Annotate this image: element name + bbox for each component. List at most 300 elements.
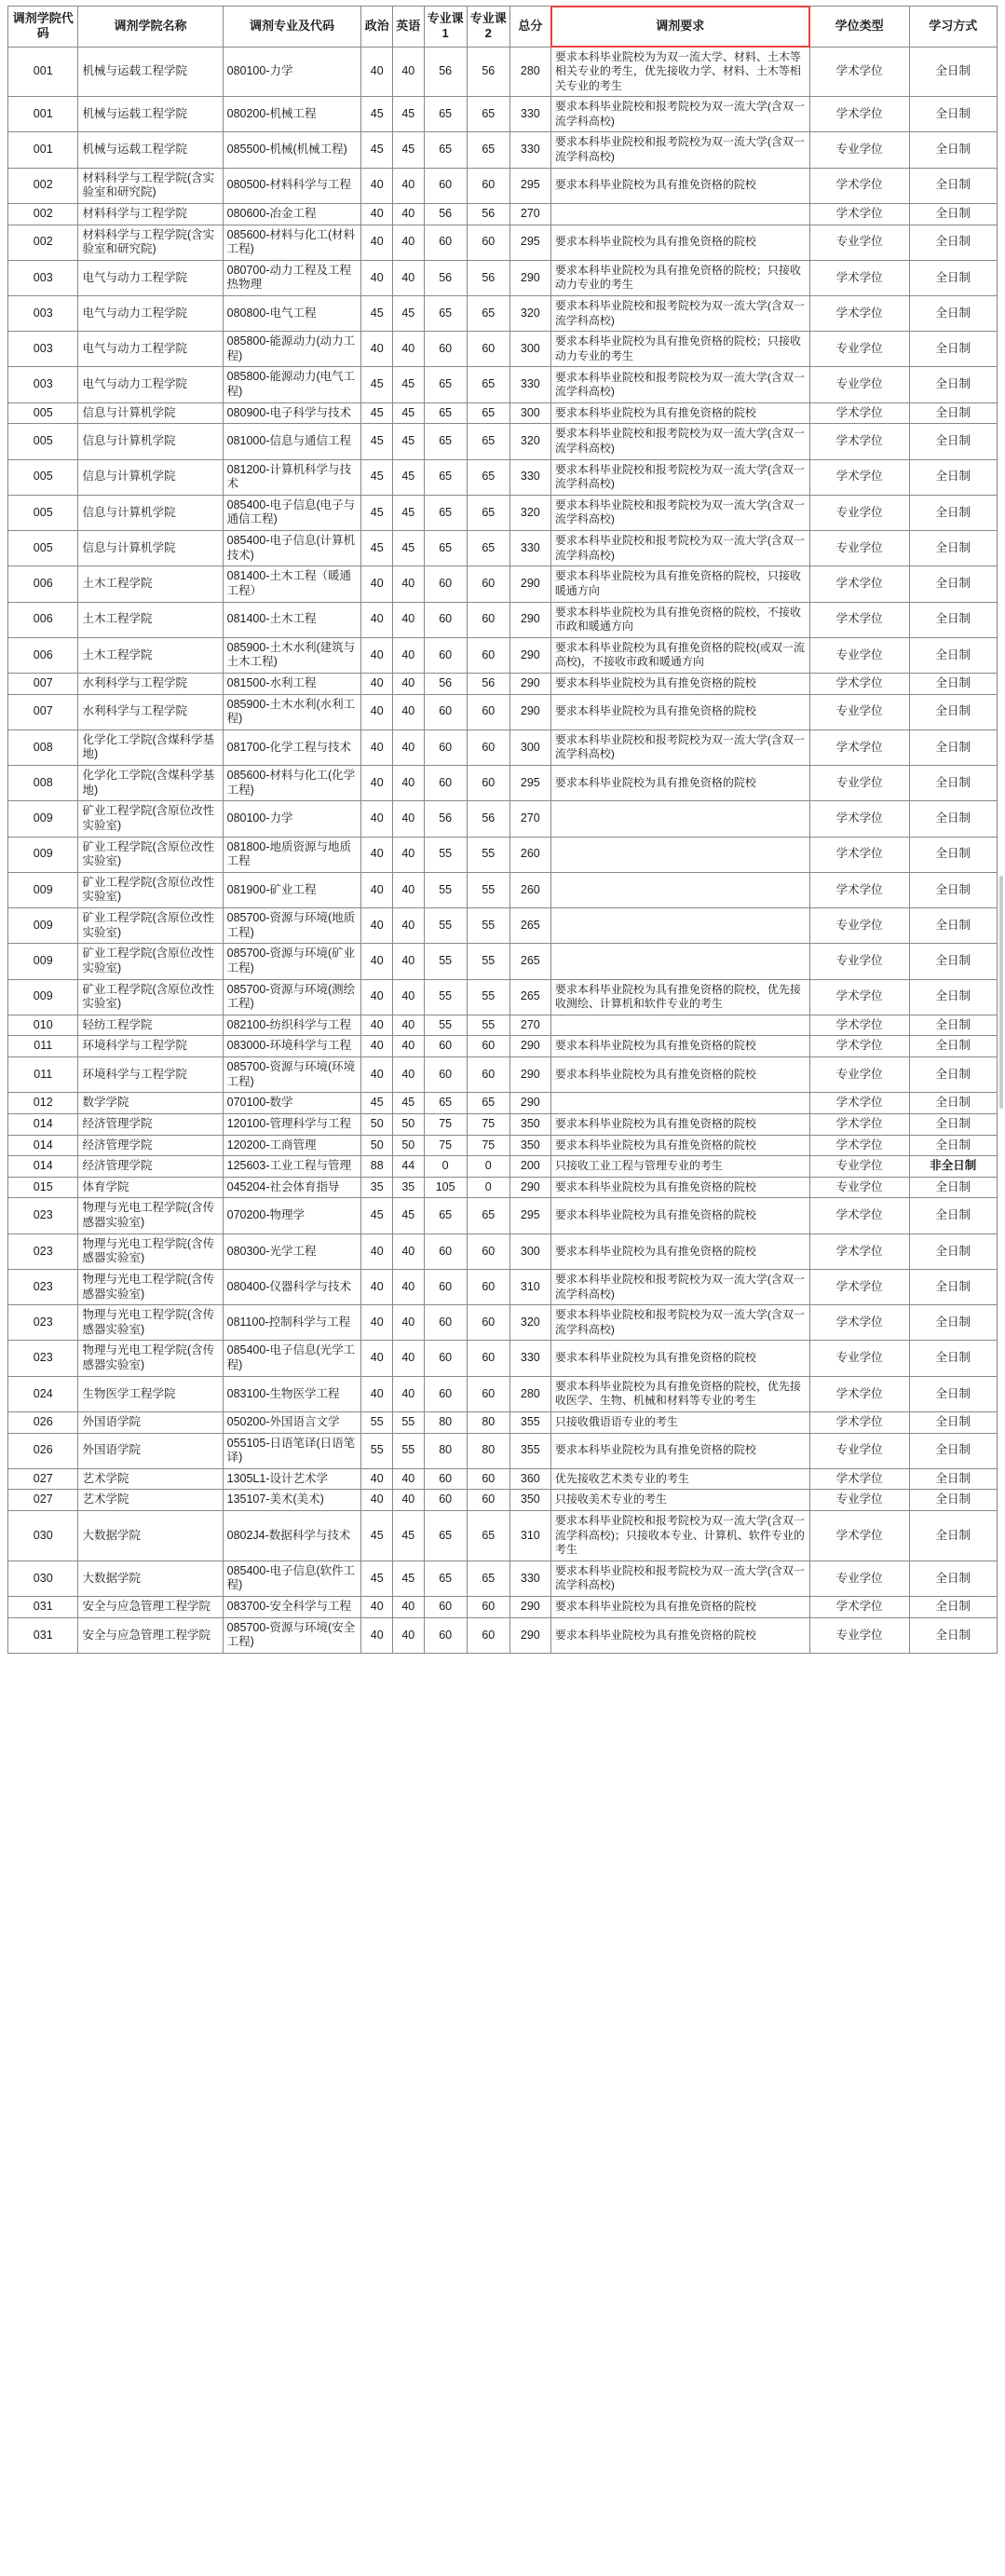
cell-major-code: 085500-机械(机械工程)	[223, 132, 361, 168]
cell-college-code: 010	[8, 1015, 78, 1036]
cell-college-name: 土木工程学院	[78, 637, 223, 673]
column-header-college-name: 调剂学院名称	[78, 7, 223, 48]
column-header-major-course-2: 专业课2	[467, 7, 509, 48]
cell-study-mode: 全日制	[909, 260, 997, 295]
cell-major-course-1: 60	[424, 1597, 467, 1618]
cell-degree-type: 学术学位	[809, 203, 909, 225]
table-row	[8, 944, 998, 979]
cell-degree-type: 学术学位	[809, 837, 909, 872]
cell-transfer-requirements	[550, 203, 809, 225]
cell-total-score: 200	[509, 1156, 550, 1178]
cell-total-score: 330	[509, 132, 550, 168]
cell-college-code: 009	[8, 908, 78, 944]
cell-college-code: 014	[8, 1156, 78, 1178]
cell-major-course-1: 0	[424, 1156, 467, 1178]
cell-politics: 45	[361, 1511, 393, 1561]
table-row	[8, 1468, 998, 1490]
cell-total-score: 320	[509, 495, 550, 530]
cell-major-course-2: 75	[467, 1135, 509, 1156]
cell-study-mode: 全日制	[909, 1269, 997, 1304]
cell-college-code: 014	[8, 1135, 78, 1156]
cell-study-mode: 全日制	[909, 1233, 997, 1269]
table-row	[8, 1177, 998, 1198]
cell-major-code: 081200-计算机科学与技术	[223, 459, 361, 495]
cell-college-name: 化学化工学院(含煤科学基地)	[78, 766, 223, 801]
cell-major-course-2: 60	[467, 1269, 509, 1304]
cell-college-name: 轻纺工程学院	[78, 1015, 223, 1036]
table-row	[8, 602, 998, 637]
cell-degree-type: 专业学位	[809, 1057, 909, 1093]
cell-transfer-requirements: 要求本科毕业院校为具有推免资格的院校，优先接收医学、生物、机械和材料等专业的考生	[550, 1376, 809, 1411]
cell-major-code: 081500-水利工程	[223, 673, 361, 694]
cell-politics: 45	[361, 531, 393, 566]
cell-major-code: 080100-力学	[223, 47, 361, 97]
cell-major-course-1: 60	[424, 566, 467, 602]
cell-transfer-requirements: 要求本科毕业院校为具有推免资格的院校	[550, 1113, 809, 1135]
cell-politics: 40	[361, 1036, 393, 1057]
cell-college-name: 数学学院	[78, 1093, 223, 1114]
cell-degree-type: 学术学位	[809, 47, 909, 97]
cell-transfer-requirements	[550, 1093, 809, 1114]
cell-total-score: 265	[509, 944, 550, 979]
cell-major-code: 081800-地质资源与地质工程	[223, 837, 361, 872]
table-header	[8, 7, 998, 48]
table-row	[8, 1036, 998, 1057]
cell-politics: 45	[361, 459, 393, 495]
cell-study-mode: 全日制	[909, 132, 997, 168]
cell-college-name: 矿业工程学院(含原位改性实验室)	[78, 908, 223, 944]
cell-degree-type: 学术学位	[809, 1135, 909, 1156]
table-row	[8, 837, 998, 872]
cell-degree-type: 学术学位	[809, 1305, 909, 1341]
cell-study-mode: 全日制	[909, 47, 997, 97]
cell-degree-type: 专业学位	[809, 332, 909, 367]
cell-college-code: 002	[8, 203, 78, 225]
table-row	[8, 1135, 998, 1156]
column-header-degree-type: 学位类型	[809, 7, 909, 48]
cell-study-mode: 全日制	[909, 944, 997, 979]
cell-total-score: 290	[509, 1617, 550, 1653]
table-row	[8, 1057, 998, 1093]
cell-english: 40	[393, 872, 425, 907]
cell-degree-type: 学术学位	[809, 801, 909, 837]
cell-politics: 40	[361, 1617, 393, 1653]
cell-major-course-2: 56	[467, 203, 509, 225]
cell-degree-type: 专业学位	[809, 637, 909, 673]
cell-study-mode: 全日制	[909, 203, 997, 225]
cell-english: 40	[393, 637, 425, 673]
cell-college-name: 信息与计算机学院	[78, 402, 223, 424]
cell-college-name: 物理与光电工程学院(含传感器实验室)	[78, 1233, 223, 1269]
cell-college-code: 007	[8, 694, 78, 729]
cell-degree-type: 学术学位	[809, 602, 909, 637]
cell-total-score: 320	[509, 296, 550, 332]
cell-english: 45	[393, 1198, 425, 1233]
table-header-row	[8, 7, 998, 48]
cell-english: 40	[393, 1617, 425, 1653]
cell-major-code: 082100-纺织科学与工程	[223, 1015, 361, 1036]
cell-total-score: 350	[509, 1135, 550, 1156]
cell-study-mode: 全日制	[909, 1198, 997, 1233]
cell-college-code: 002	[8, 168, 78, 203]
cell-english: 35	[393, 1177, 425, 1198]
cell-english: 45	[393, 531, 425, 566]
cell-politics: 50	[361, 1113, 393, 1135]
cell-college-code: 023	[8, 1233, 78, 1269]
cell-college-name: 信息与计算机学院	[78, 531, 223, 566]
cell-total-score: 310	[509, 1511, 550, 1561]
cell-major-code: 081700-化学工程与技术	[223, 729, 361, 765]
cell-college-name: 电气与动力工程学院	[78, 296, 223, 332]
cell-transfer-requirements: 要求本科毕业院校为具有推免资格的院校	[550, 694, 809, 729]
cell-english: 40	[393, 673, 425, 694]
cell-major-course-1: 60	[424, 694, 467, 729]
cell-politics: 40	[361, 168, 393, 203]
cell-major-course-1: 65	[424, 459, 467, 495]
cell-politics: 40	[361, 566, 393, 602]
scrollbar-thumb[interactable]	[999, 876, 1003, 1109]
cell-major-course-1: 60	[424, 1341, 467, 1376]
cell-english: 40	[393, 1233, 425, 1269]
cell-major-course-1: 65	[424, 1093, 467, 1114]
table-row	[8, 459, 998, 495]
cell-major-course-1: 60	[424, 766, 467, 801]
cell-college-code: 023	[8, 1305, 78, 1341]
cell-transfer-requirements: 要求本科毕业院校为具有推免资格的院校，优先接收测绘、计算机和软件专业的考生	[550, 979, 809, 1015]
cell-major-code: 080100-力学	[223, 801, 361, 837]
cell-major-code: 085400-电子信息(软件工程)	[223, 1561, 361, 1596]
table-row	[8, 979, 998, 1015]
cell-english: 45	[393, 367, 425, 402]
cell-transfer-requirements: 要求本科毕业院校和报考院校为双一流大学(含双一流学科高校)	[550, 97, 809, 132]
cell-degree-type: 学术学位	[809, 424, 909, 459]
cell-college-name: 安全与应急管理工程学院	[78, 1617, 223, 1653]
cell-college-name: 信息与计算机学院	[78, 459, 223, 495]
cell-college-name: 外国语学院	[78, 1433, 223, 1468]
cell-major-code: 055105-日语笔译(日语笔译)	[223, 1433, 361, 1468]
cell-major-course-1: 60	[424, 637, 467, 673]
cell-transfer-requirements	[550, 837, 809, 872]
cell-transfer-requirements: 要求本科毕业院校和报考院校为双一流大学(含双一流学科高校)	[550, 531, 809, 566]
cell-politics: 40	[361, 1468, 393, 1490]
cell-degree-type: 专业学位	[809, 1433, 909, 1468]
cell-major-course-2: 65	[467, 1198, 509, 1233]
cell-major-course-2: 60	[467, 729, 509, 765]
table-row	[8, 729, 998, 765]
cell-study-mode: 全日制	[909, 1093, 997, 1114]
cell-english: 40	[393, 801, 425, 837]
cell-major-course-2: 56	[467, 260, 509, 295]
cell-english: 40	[393, 1468, 425, 1490]
cell-major-course-2: 60	[467, 225, 509, 260]
cell-english: 40	[393, 203, 425, 225]
table-row	[8, 1113, 998, 1135]
cell-college-name: 矿业工程学院(含原位改性实验室)	[78, 801, 223, 837]
cell-college-name: 环境科学与工程学院	[78, 1057, 223, 1093]
cell-total-score: 330	[509, 1561, 550, 1596]
cell-major-code: 080300-光学工程	[223, 1233, 361, 1269]
cell-major-code: 120200-工商管理	[223, 1135, 361, 1156]
cell-major-course-1: 65	[424, 296, 467, 332]
cell-major-course-1: 60	[424, 1057, 467, 1093]
table-row	[8, 637, 998, 673]
cell-study-mode: 全日制	[909, 979, 997, 1015]
cell-major-course-2: 60	[467, 1597, 509, 1618]
cell-college-code: 030	[8, 1561, 78, 1596]
cell-major-code: 085400-电子信息(光学工程)	[223, 1341, 361, 1376]
cell-degree-type: 专业学位	[809, 531, 909, 566]
table-row	[8, 1305, 998, 1341]
cell-college-name: 物理与光电工程学院(含传感器实验室)	[78, 1305, 223, 1341]
cell-major-code: 085900-土木水利(建筑与土木工程)	[223, 637, 361, 673]
cell-major-code: 080400-仪器科学与技术	[223, 1269, 361, 1304]
cell-major-course-2: 65	[467, 296, 509, 332]
cell-major-code: 085700-资源与环境(安全工程)	[223, 1617, 361, 1653]
column-header-college-code: 调剂学院代码	[8, 7, 78, 48]
cell-study-mode: 全日制	[909, 872, 997, 907]
cell-major-course-2: 65	[467, 1511, 509, 1561]
cell-study-mode: 全日制	[909, 1433, 997, 1468]
column-header-politics: 政治	[361, 7, 393, 48]
cell-transfer-requirements: 要求本科毕业院校为具有推免资格的院校；只接收动力专业的考生	[550, 332, 809, 367]
cell-college-name: 物理与光电工程学院(含传感器实验室)	[78, 1341, 223, 1376]
cell-college-name: 体育学院	[78, 1177, 223, 1198]
cell-politics: 40	[361, 673, 393, 694]
cell-total-score: 265	[509, 908, 550, 944]
cell-english: 44	[393, 1156, 425, 1178]
cell-major-course-1: 55	[424, 979, 467, 1015]
cell-college-code: 008	[8, 729, 78, 765]
cell-total-score: 290	[509, 1036, 550, 1057]
cell-major-code: 081400-土木工程	[223, 602, 361, 637]
column-header-major-course-1: 专业课1	[424, 7, 467, 48]
cell-college-name: 生物医学工程学院	[78, 1376, 223, 1411]
cell-major-course-2: 60	[467, 332, 509, 367]
cell-college-code: 006	[8, 566, 78, 602]
cell-degree-type: 专业学位	[809, 225, 909, 260]
cell-study-mode: 全日制	[909, 97, 997, 132]
cell-major-code: 085800-能源动力(电气工程)	[223, 367, 361, 402]
cell-total-score: 260	[509, 872, 550, 907]
cell-study-mode: 全日制	[909, 225, 997, 260]
cell-english: 40	[393, 837, 425, 872]
cell-major-course-1: 60	[424, 332, 467, 367]
cell-politics: 45	[361, 1561, 393, 1596]
cell-total-score: 290	[509, 673, 550, 694]
cell-politics: 45	[361, 424, 393, 459]
cell-degree-type: 学术学位	[809, 296, 909, 332]
cell-study-mode: 全日制	[909, 459, 997, 495]
cell-college-code: 009	[8, 872, 78, 907]
cell-transfer-requirements: 要求本科毕业院校为具有推免资格的院校	[550, 1177, 809, 1198]
cell-study-mode: 全日制	[909, 694, 997, 729]
cell-major-course-2: 80	[467, 1433, 509, 1468]
cell-politics: 55	[361, 1433, 393, 1468]
cell-college-code: 030	[8, 1511, 78, 1561]
cell-college-name: 艺术学院	[78, 1468, 223, 1490]
table-row	[8, 225, 998, 260]
cell-college-code: 005	[8, 531, 78, 566]
cell-politics: 40	[361, 602, 393, 637]
cell-major-course-2: 60	[467, 637, 509, 673]
cell-major-code: 080200-机械工程	[223, 97, 361, 132]
cell-total-score: 350	[509, 1113, 550, 1135]
cell-major-course-2: 56	[467, 47, 509, 97]
cell-transfer-requirements: 要求本科毕业院校为具有推免资格的院校；只接收动力专业的考生	[550, 260, 809, 295]
cell-politics: 40	[361, 837, 393, 872]
cell-degree-type: 专业学位	[809, 1177, 909, 1198]
cell-transfer-requirements: 要求本科毕业院校为具有推免资格的院校	[550, 673, 809, 694]
cell-major-code: 080900-电子科学与技术	[223, 402, 361, 424]
cell-college-name: 材料科学与工程学院(含实验室和研究院)	[78, 168, 223, 203]
cell-major-course-2: 55	[467, 979, 509, 1015]
cell-study-mode: 全日制	[909, 1113, 997, 1135]
table-row	[8, 908, 998, 944]
cell-total-score: 290	[509, 566, 550, 602]
cell-english: 40	[393, 766, 425, 801]
cell-politics: 50	[361, 1135, 393, 1156]
cell-english: 40	[393, 1490, 425, 1511]
cell-degree-type: 学术学位	[809, 459, 909, 495]
cell-college-name: 物理与光电工程学院(含传感器实验室)	[78, 1269, 223, 1304]
cell-politics: 40	[361, 872, 393, 907]
cell-major-code: 085700-资源与环境(地质工程)	[223, 908, 361, 944]
cell-major-code: 050200-外国语言文学	[223, 1411, 361, 1433]
cell-total-score: 270	[509, 1015, 550, 1036]
cell-politics: 45	[361, 402, 393, 424]
cell-major-course-1: 65	[424, 97, 467, 132]
cell-english: 40	[393, 1305, 425, 1341]
cell-study-mode: 全日制	[909, 1177, 997, 1198]
table-row	[8, 47, 998, 97]
table-row	[8, 402, 998, 424]
cell-politics: 40	[361, 260, 393, 295]
cell-major-course-2: 55	[467, 872, 509, 907]
cell-politics: 45	[361, 495, 393, 530]
cell-major-course-2: 65	[467, 97, 509, 132]
cell-transfer-requirements: 要求本科毕业院校和报考院校为双一流大学(含双一流学科高校)	[550, 459, 809, 495]
cell-college-code: 015	[8, 1177, 78, 1198]
cell-major-course-1: 65	[424, 402, 467, 424]
cell-english: 40	[393, 47, 425, 97]
cell-major-course-1: 55	[424, 908, 467, 944]
cell-college-name: 经济管理学院	[78, 1113, 223, 1135]
cell-english: 45	[393, 459, 425, 495]
cell-transfer-requirements: 优先接收艺术类专业的考生	[550, 1468, 809, 1490]
cell-transfer-requirements: 要求本科毕业院校为具有推免资格的院校	[550, 1036, 809, 1057]
column-header-transfer-requirements	[550, 7, 809, 48]
cell-major-course-1: 60	[424, 1036, 467, 1057]
cell-college-name: 材料科学与工程学院(含实验室和研究院)	[78, 225, 223, 260]
cell-major-code: 080600-冶金工程	[223, 203, 361, 225]
cell-study-mode: 全日制	[909, 402, 997, 424]
cell-college-name: 经济管理学院	[78, 1156, 223, 1178]
table-row	[8, 168, 998, 203]
cell-major-course-1: 56	[424, 260, 467, 295]
cell-college-code: 009	[8, 979, 78, 1015]
cell-college-name: 信息与计算机学院	[78, 495, 223, 530]
cell-major-course-1: 65	[424, 1511, 467, 1561]
cell-transfer-requirements: 要求本科毕业院校为具有推免资格的院校(或双一流高校)，不接收市政和暖通方向	[550, 637, 809, 673]
cell-college-name: 水利科学与工程学院	[78, 673, 223, 694]
table-row	[8, 260, 998, 295]
cell-study-mode: 全日制	[909, 1015, 997, 1036]
cell-english: 45	[393, 132, 425, 168]
cell-transfer-requirements: 要求本科毕业院校和报考院校为双一流大学(含双一流学科高校)	[550, 495, 809, 530]
cell-degree-type: 学术学位	[809, 168, 909, 203]
cell-study-mode: 全日制	[909, 566, 997, 602]
cell-major-code: 085400-电子信息(计算机技术)	[223, 531, 361, 566]
cell-college-name: 安全与应急管理工程学院	[78, 1597, 223, 1618]
cell-major-course-1: 65	[424, 132, 467, 168]
cell-major-course-2: 60	[467, 1233, 509, 1269]
cell-major-course-2: 60	[467, 1036, 509, 1057]
cell-degree-type: 学术学位	[809, 1233, 909, 1269]
cell-transfer-requirements: 要求本科毕业院校为具有推免资格的院校	[550, 1057, 809, 1093]
cell-degree-type: 学术学位	[809, 1597, 909, 1618]
cell-politics: 40	[361, 1015, 393, 1036]
cell-degree-type: 专业学位	[809, 1617, 909, 1653]
cell-degree-type: 学术学位	[809, 673, 909, 694]
cell-college-code: 009	[8, 944, 78, 979]
cell-english: 40	[393, 1269, 425, 1304]
cell-transfer-requirements: 要求本科毕业院校为具有推免资格的院校	[550, 1617, 809, 1653]
cell-transfer-requirements: 要求本科毕业院校为具有推免资格的院校	[550, 766, 809, 801]
cell-degree-type: 学术学位	[809, 1511, 909, 1561]
cell-politics: 45	[361, 97, 393, 132]
cell-politics: 35	[361, 1177, 393, 1198]
table-row	[8, 872, 998, 907]
cell-study-mode: 全日制	[909, 837, 997, 872]
cell-college-code: 003	[8, 367, 78, 402]
cell-study-mode: 全日制	[909, 424, 997, 459]
table-row	[8, 132, 998, 168]
cell-major-course-1: 65	[424, 1561, 467, 1596]
cell-transfer-requirements	[550, 908, 809, 944]
cell-college-code: 005	[8, 424, 78, 459]
cell-major-course-1: 60	[424, 1490, 467, 1511]
cell-college-code: 031	[8, 1597, 78, 1618]
cell-transfer-requirements: 要求本科毕业院校和报考院校为双一流大学(含双一流学科高校)	[550, 1561, 809, 1596]
table-row	[8, 1233, 998, 1269]
cell-total-score: 260	[509, 837, 550, 872]
cell-major-course-2: 60	[467, 766, 509, 801]
cell-total-score: 290	[509, 602, 550, 637]
cell-politics: 40	[361, 694, 393, 729]
cell-degree-type: 学术学位	[809, 979, 909, 1015]
cell-major-course-1: 60	[424, 729, 467, 765]
cell-degree-type: 学术学位	[809, 566, 909, 602]
cell-college-code: 005	[8, 459, 78, 495]
table-row	[8, 1269, 998, 1304]
cell-politics: 40	[361, 944, 393, 979]
cell-transfer-requirements: 要求本科毕业院校为具有推免资格的院校	[550, 1597, 809, 1618]
cell-college-name: 化学化工学院(含煤科学基地)	[78, 729, 223, 765]
cell-total-score: 330	[509, 1341, 550, 1376]
cell-study-mode: 全日制	[909, 729, 997, 765]
cell-total-score: 265	[509, 979, 550, 1015]
cell-major-course-2: 65	[467, 459, 509, 495]
table-row	[8, 1341, 998, 1376]
cell-major-course-1: 75	[424, 1113, 467, 1135]
cell-transfer-requirements: 要求本科毕业院校和报考院校为双一流大学(含双一流学科高校)	[550, 424, 809, 459]
cell-degree-type: 学术学位	[809, 1036, 909, 1057]
cell-study-mode: 全日制	[909, 1511, 997, 1561]
cell-transfer-requirements	[550, 801, 809, 837]
cell-study-mode: 全日制	[909, 1490, 997, 1511]
cell-english: 45	[393, 424, 425, 459]
table-row	[8, 1561, 998, 1596]
